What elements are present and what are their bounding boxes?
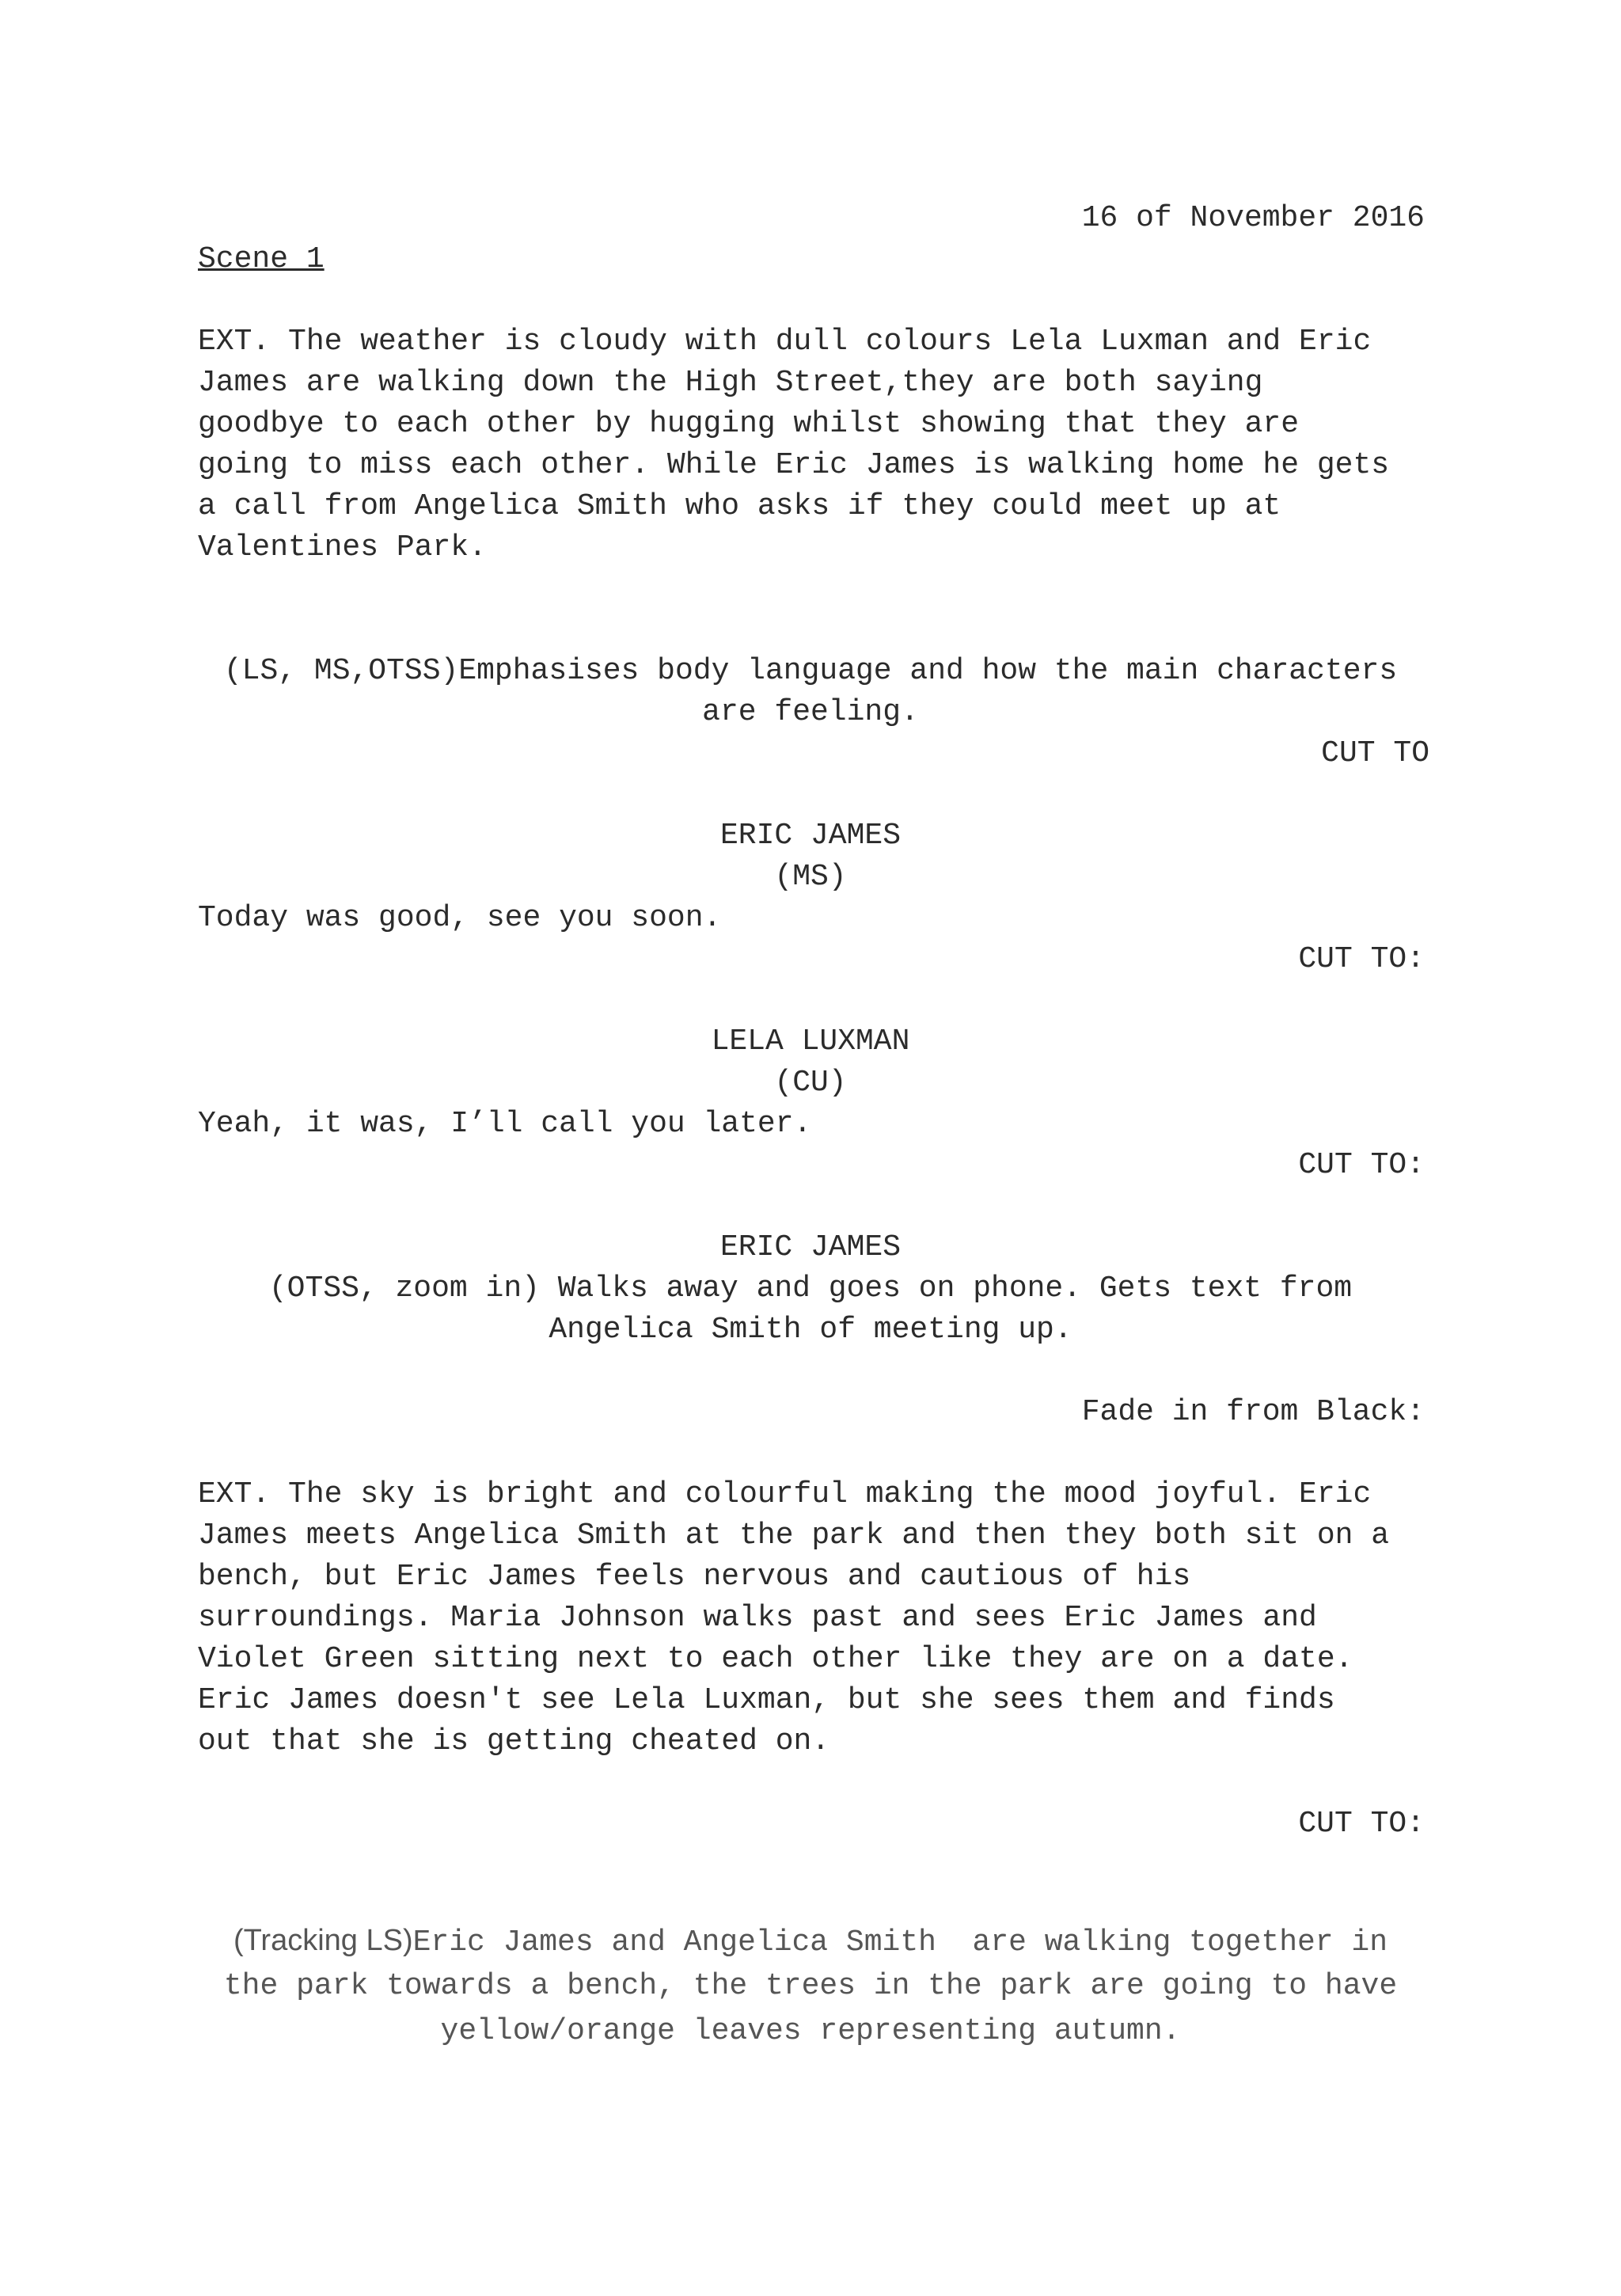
transition-cut-to: CUT TO: xyxy=(1298,942,1425,976)
action-line: Angelica Smith of meeting up. xyxy=(549,1313,1072,1347)
scene-description-line: Eric James doesn't see Lela Luxman, but she sees them and finds xyxy=(198,1683,1335,1717)
scene-description-line: out that she is getting cheated on. xyxy=(198,1724,830,1758)
character-name: ERIC JAMES xyxy=(719,1230,902,1264)
scene-description-line: Valentines Park. xyxy=(198,530,487,564)
parenthetical: (CU) xyxy=(774,1066,847,1100)
scene-description-line: EXT. The sky is bright and colourful making the mood joyful. Eric xyxy=(198,1477,1372,1511)
scene-description-line: surroundings. Maria Johnson walks past and sees Eric James and xyxy=(198,1601,1317,1635)
shot-note-line: (LS, MS,OTSS)Emphasises body language and how the main characters xyxy=(223,654,1398,688)
transition-fade-in: Fade in from Black: xyxy=(1081,1395,1425,1429)
transition-cut-to: CUT TO: xyxy=(1298,1148,1425,1182)
shot-note-line: are feeling. xyxy=(702,695,919,729)
transition-cut-to: CUT TO xyxy=(1321,736,1429,770)
scene-description-line: going to miss each other. While Eric James is walking home he gets xyxy=(198,448,1390,482)
action-line: (OTSS, zoom in) Walks away and goes on phone. Gets text from xyxy=(268,1272,1353,1306)
scene-description-line: EXT. The weather is cloudy with dull colours Lela Luxman and Eric xyxy=(198,325,1372,359)
character-name: ERIC JAMES xyxy=(719,819,902,853)
shot-note-line: yellow/orange leaves representing autumn. xyxy=(440,2014,1181,2048)
scene-description-line: bench, but Eric James feels nervous and cautious of his xyxy=(198,1560,1191,1594)
document-date: 16 of November 2016 xyxy=(1081,201,1425,235)
transition-cut-to: CUT TO: xyxy=(1298,1807,1425,1841)
shot-note-text: Eric James and Angelica Smith are walking together in xyxy=(412,1925,1388,1960)
scene-heading: Scene 1 xyxy=(198,242,325,276)
scene-description-line: goodbye to each other by hugging whilst showing that they are xyxy=(198,407,1300,441)
scene-description-line: James meets Angelica Smith at the park and then they both sit on a xyxy=(198,1519,1390,1553)
parenthetical: (MS) xyxy=(774,860,847,894)
dialogue-line: Today was good, see you soon. xyxy=(198,901,722,935)
shot-type: (Tracking LS) xyxy=(233,1924,413,1957)
scene-description-line: Violet Green sitting next to each other like they are on a date. xyxy=(198,1642,1353,1676)
dialogue-line: Yeah, it was, I’ll call you later. xyxy=(198,1107,812,1141)
scene-description-line: a call from Angelica Smith who asks if they could meet up at xyxy=(198,489,1281,523)
shot-note-line: the park towards a bench, the trees in the park are going to have xyxy=(223,1969,1398,2003)
scene-description-line: James are walking down the High Street,they are both saying xyxy=(198,366,1263,400)
shot-note-line xyxy=(0,1918,1621,1965)
character-name: LELA LUXMAN xyxy=(711,1024,910,1059)
